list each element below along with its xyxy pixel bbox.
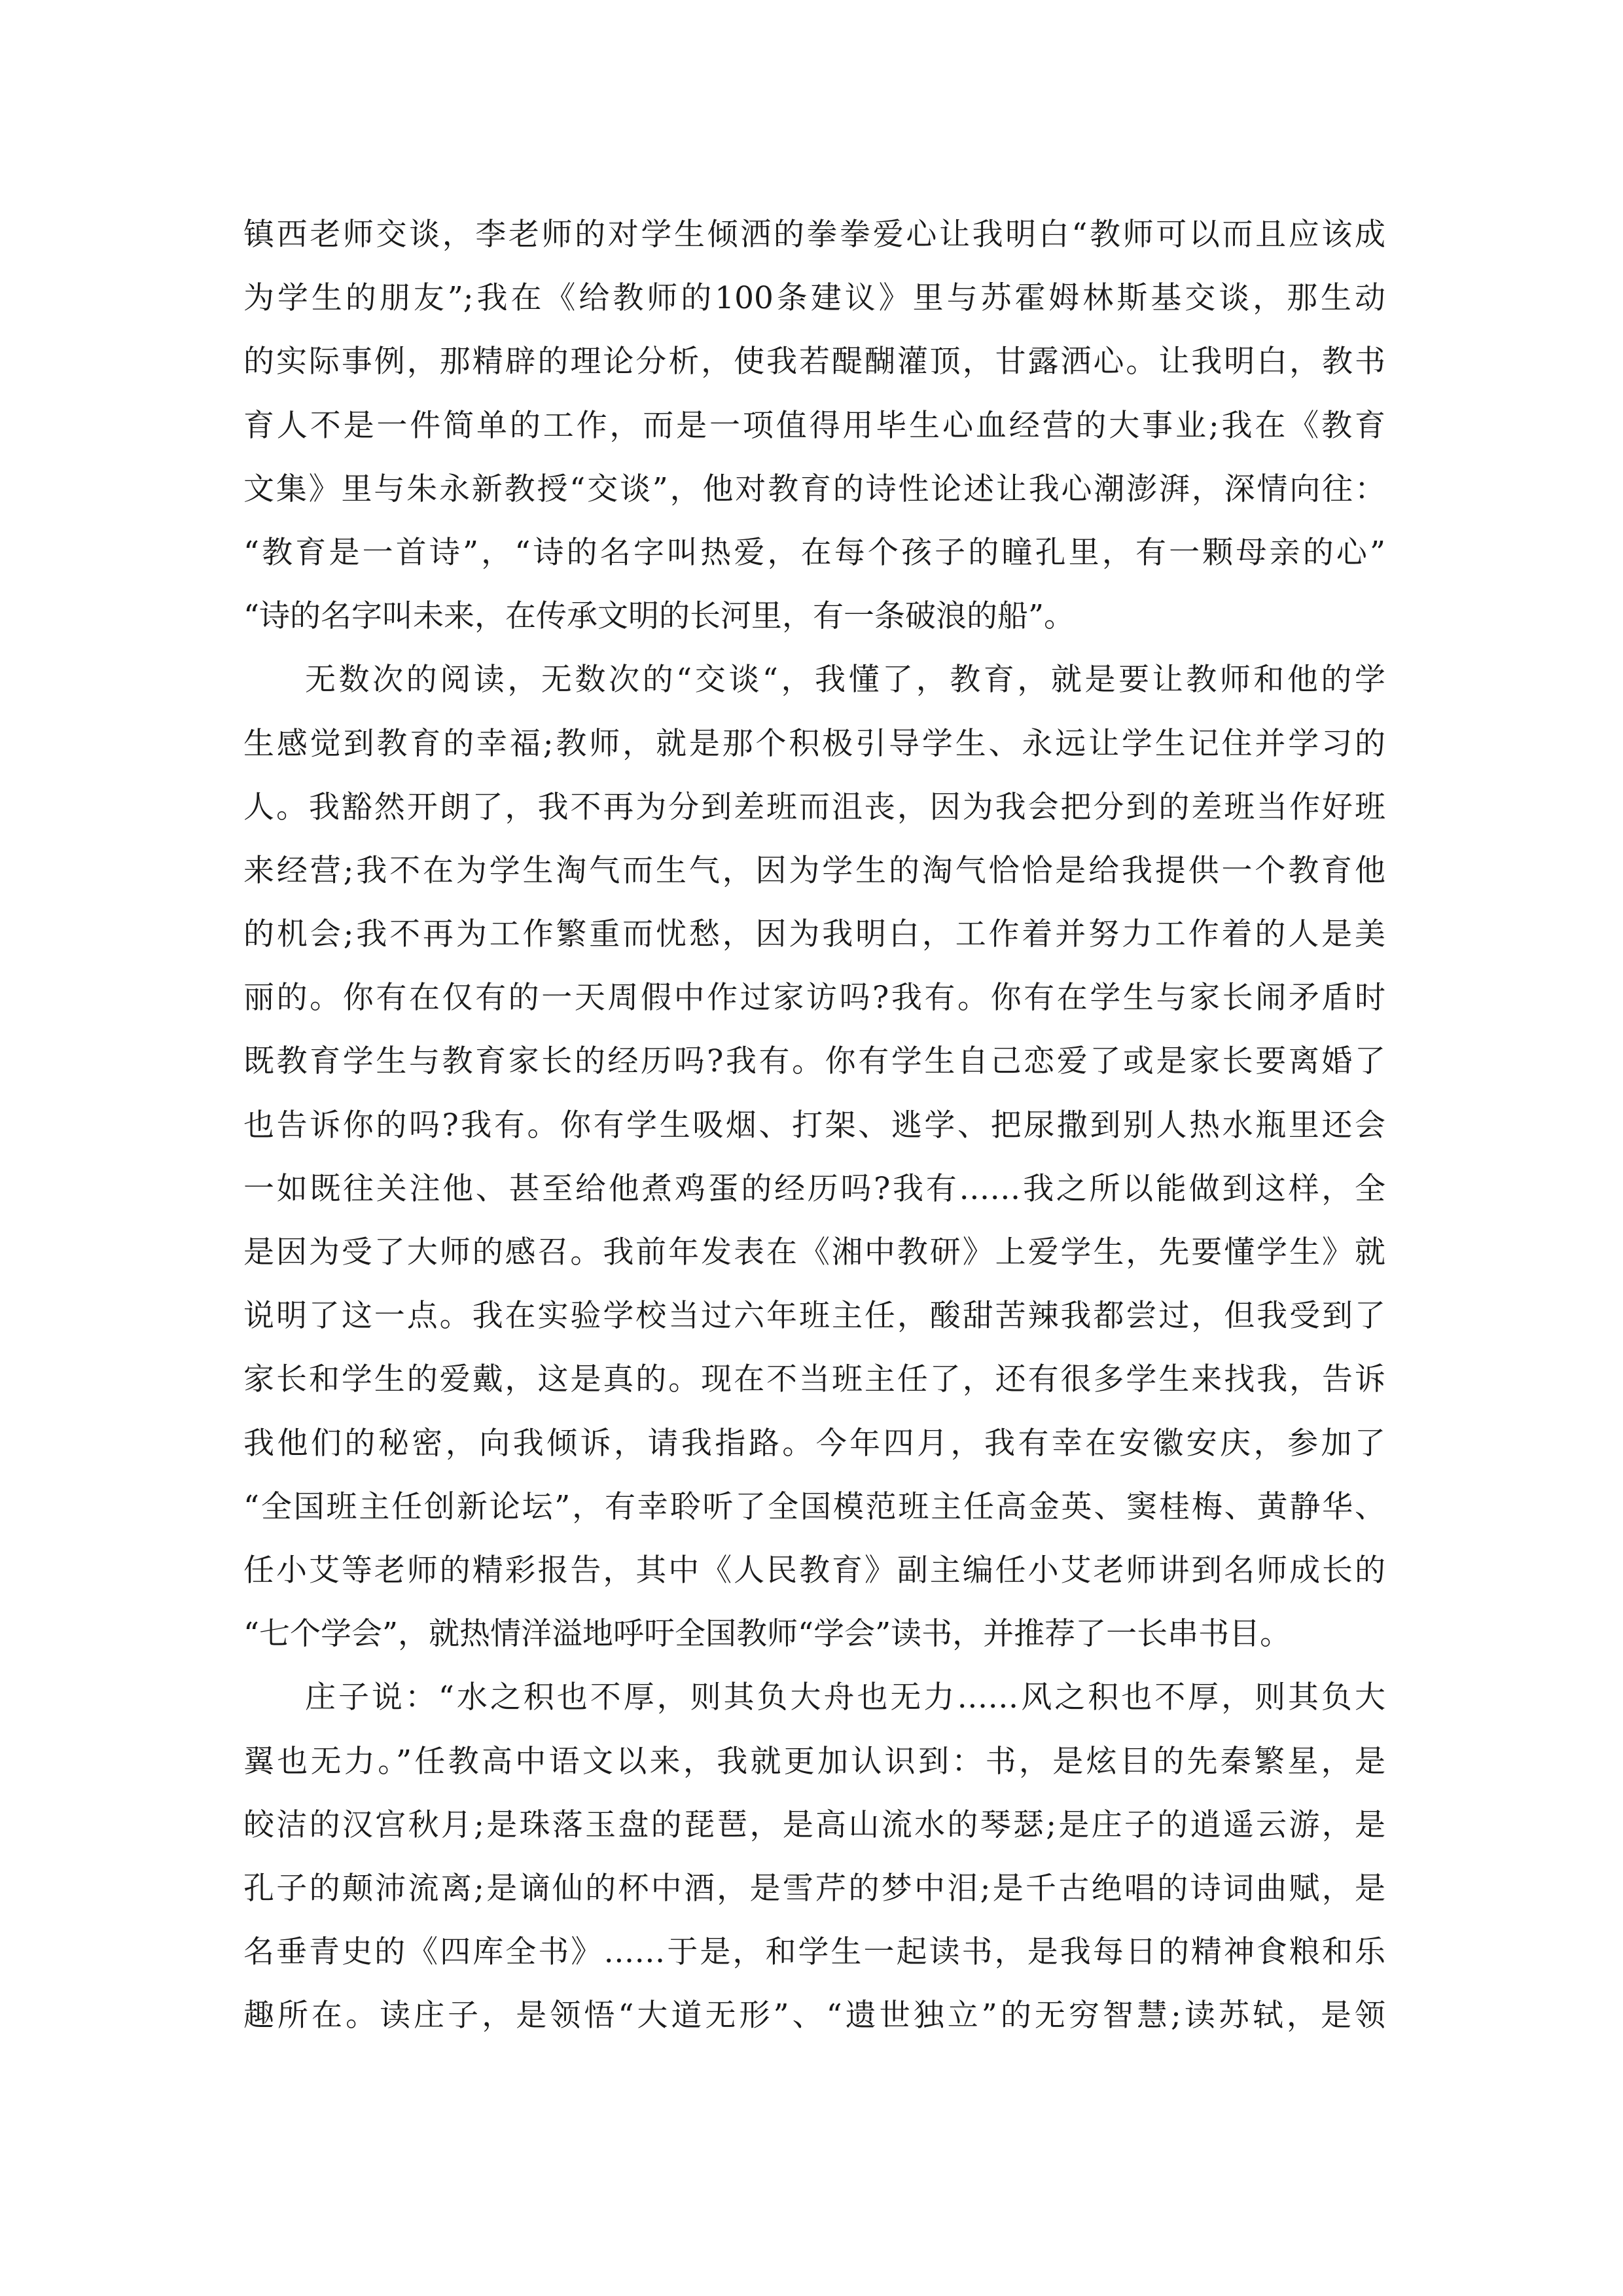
- text-line: “教育是一首诗”，“诗的名字叫热爱，在每个孩子的瞳孔里，有一颗母亲的心”: [243, 534, 1385, 571]
- text-line: 我他们的秘密，向我倾诉，请我指路。今年四月，我有幸在安徽安庆，参加了: [243, 1425, 1385, 1462]
- text-line: 是因为受了大师的感召。我前年发表在《湘中教研》上爱学生，先要懂学生》就: [243, 1234, 1385, 1270]
- text-line: 育人不是一件简单的工作，而是一项值得用毕生心血经营的大事业;我在《教育: [243, 407, 1385, 444]
- text-line: 孔子的颠沛流离;是谪仙的杯中酒，是雪芹的梦中泪;是千古绝唱的诗词曲赋，是: [243, 1870, 1385, 1907]
- text-line: 也告诉你的吗?我有。你有学生吸烟、打架、逃学、把尿撒到别人热水瓶里还会: [243, 1107, 1385, 1143]
- text-line: 皎洁的汉宫秋月;是珠落玉盘的琵琶，是高山流水的琴瑟;是庄子的逍遥云游，是: [243, 1806, 1385, 1843]
- text-line: 无数次的阅读，无数次的“交谈“，我懂了，教育，就是要让教师和他的学: [305, 662, 1385, 698]
- text-line: 名垂青史的《四库全书》……于是，和学生一起读书，是我每日的精神食粮和乐: [243, 1934, 1385, 1971]
- text-line: 为学生的朋友”;我在《给教师的100条建议》里与苏霍姆林斯基交谈，那生动: [243, 280, 1385, 317]
- text-line: 丽的。你有在仅有的一天周假中作过家访吗?我有。你有在学生与家长闹矛盾时: [243, 980, 1385, 1016]
- text-line: 一如既往关注他、甚至给他煮鸡蛋的经历吗?我有……我之所以能做到这样，全: [243, 1170, 1385, 1207]
- text-line: 说明了这一点。我在实验学校当过六年班主任，酸甜苦辣我都尝过，但我受到了: [243, 1298, 1385, 1335]
- text-line: 家长和学生的爱戴，这是真的。现在不当班主任了，还有很多学生来找我，告诉: [243, 1361, 1385, 1398]
- text-line: 的实际事例，那精辟的理论分析，使我若醍醐灌顶，甘露洒心。让我明白，教书: [243, 344, 1385, 380]
- text-line: 翼也无力。”任教高中语文以来，我就更加认识到：书，是炫目的先秦繁星，是: [243, 1743, 1385, 1780]
- text-line: 镇西老师交谈，李老师的对学生倾洒的拳拳爱心让我明白“教师可以而且应该成: [243, 217, 1385, 253]
- text-line: 文集》里与朱永新教授“交谈”，他对教育的诗性论述让我心潮澎湃，深情向往：: [243, 471, 1385, 507]
- text-line: 既教育学生与教育家长的经历吗?我有。你有学生自己恋爱了或是家长要离婚了: [243, 1043, 1385, 1080]
- text-line: 庄子说：“水之积也不厚，则其负大舟也无力……风之积也不厚，则其负大: [305, 1679, 1385, 1716]
- text-line: “全国班主任创新论坛”，有幸聆听了全国模范班主任高金英、窦桂梅、黄静华、: [243, 1488, 1385, 1525]
- text-line: 生感觉到教育的幸福;教师，就是那个积极引导学生、永远让学生记住并学习的: [243, 725, 1385, 762]
- text-line: “诗的名字叫未来，在传承文明的长河里，有一条破浪的船”。: [243, 598, 1075, 635]
- text-line: 趣所在。读庄子，是领悟“大道无形”、“遗世独立”的无穷智慧;读苏轼，是领: [243, 1998, 1385, 2034]
- body-text: [243, 203, 1385, 2047]
- text-line: 任小艾等老师的精彩报告，其中《人民教育》副主编任小艾老师讲到名师成长的: [243, 1552, 1385, 1588]
- text-line: 来经营;我不在为学生淘气而生气，因为学生的淘气恰恰是给我提供一个教育他: [243, 852, 1385, 889]
- text-line: 的机会;我不再为工作繁重而忧愁，因为我明白，工作着并努力工作着的人是美: [243, 916, 1385, 953]
- text-line: 人。我豁然开朗了，我不再为分到差班而沮丧，因为我会把分到的差班当作好班: [243, 789, 1385, 825]
- text-line: “七个学会”，就热情洋溢地呼吁全国教师“学会”读书，并推荐了一长串书目。: [243, 1616, 1291, 1653]
